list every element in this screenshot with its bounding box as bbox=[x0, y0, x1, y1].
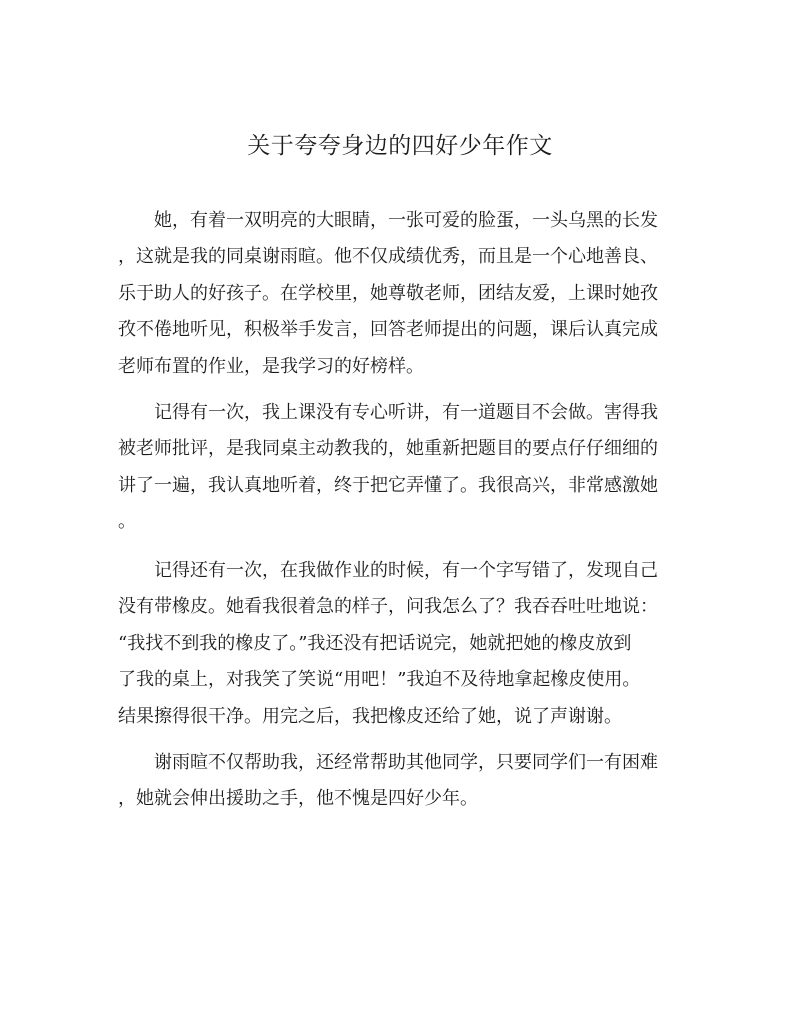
essay-line: 。 bbox=[118, 511, 136, 532]
essay-line: 记得有一次，我上课没有专心听讲，有一道题目不会做。害得我 bbox=[118, 402, 658, 423]
essay-line: “我找不到我的橡皮了。”我还没有把话说完，她就把她的橡皮放到 bbox=[118, 633, 632, 654]
essay-line: 乐于助人的好孩子。在学校里，她尊敬老师，团结友爱，上课时她孜 bbox=[118, 283, 658, 304]
document-title: 关于夸夸身边的四好少年作文 bbox=[247, 133, 553, 159]
essay-line: 谢雨暄不仅帮助我，还经常帮助其他同学，只要同学们一有困难 bbox=[118, 752, 658, 773]
essay-line: 了我的桌上，对我笑了笑说“用吧！”我迫不及待地拿起橡皮使用。 bbox=[118, 669, 641, 690]
essay-line: 没有带橡皮。她看我很着急的样子，问我怎么了？我吞吞吐吐地说： bbox=[118, 596, 658, 617]
essay-line: 她，有着一双明亮的大眼睛，一张可爱的脸蛋，一头乌黑的长发 bbox=[118, 210, 658, 231]
essay-line: ，这就是我的同桌谢雨暄。他不仅成绩优秀，而且是一个心地善良、 bbox=[118, 246, 658, 267]
essay-line: 老师布置的作业，是我学习的好榜样。 bbox=[118, 356, 424, 377]
essay-line: 孜不倦地听见，积极举手发言，回答老师提出的问题，课后认真完成 bbox=[118, 319, 658, 340]
essay-line: 记得还有一次，在我做作业的时候，有一个字写错了，发现自己 bbox=[118, 560, 658, 581]
essay-line: 结果擦得很干净。用完之后，我把橡皮还给了她，说了声谢谢。 bbox=[118, 706, 622, 727]
essay-line: ，她就会伸出援助之手，他不愧是四好少年。 bbox=[118, 788, 478, 809]
essay-line: 被老师批评，是我同桌主动教我的，她重新把题目的要点仔仔细细的 bbox=[118, 438, 658, 459]
essay-line: 讲了一遍，我认真地听着，终于把它弄懂了。我很高兴，非常感激她 bbox=[118, 475, 658, 496]
